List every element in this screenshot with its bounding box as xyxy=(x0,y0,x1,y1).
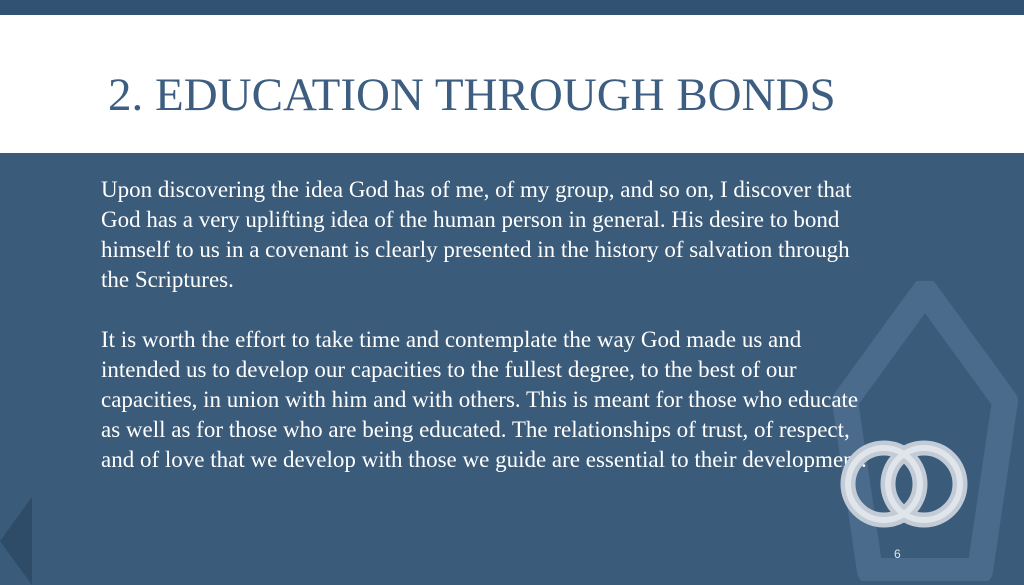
title-panel xyxy=(0,15,1024,153)
body-text xyxy=(101,175,871,475)
paragraph-2: It is worth the effort to take time and contemplate the way God made us and intended us to develop our capacities to the fullest degree, to the best of our capacities, in union with him and with others. This is meant for those who educate as well as for those who are being educated. The relationships of trust, of respect, and of love that we develop with those we guide are essential to their development. xyxy=(101,327,867,472)
slide-title: 2. EDUCATION THROUGH BONDS xyxy=(108,69,836,121)
left-arrow-icon[interactable] xyxy=(0,497,32,585)
top-strip xyxy=(0,0,1024,15)
page-number: 6 xyxy=(894,547,901,561)
content-area xyxy=(0,153,1024,576)
interlocking-rings-icon xyxy=(838,436,970,532)
paragraph-1: Upon discovering the idea God has of me, of my group, and so on, I discover that God has a very uplifting idea of the human person in general. His desire to bond himself to us in a covenant is clearly presented in the history of salvation through the Scriptures. xyxy=(101,177,852,292)
